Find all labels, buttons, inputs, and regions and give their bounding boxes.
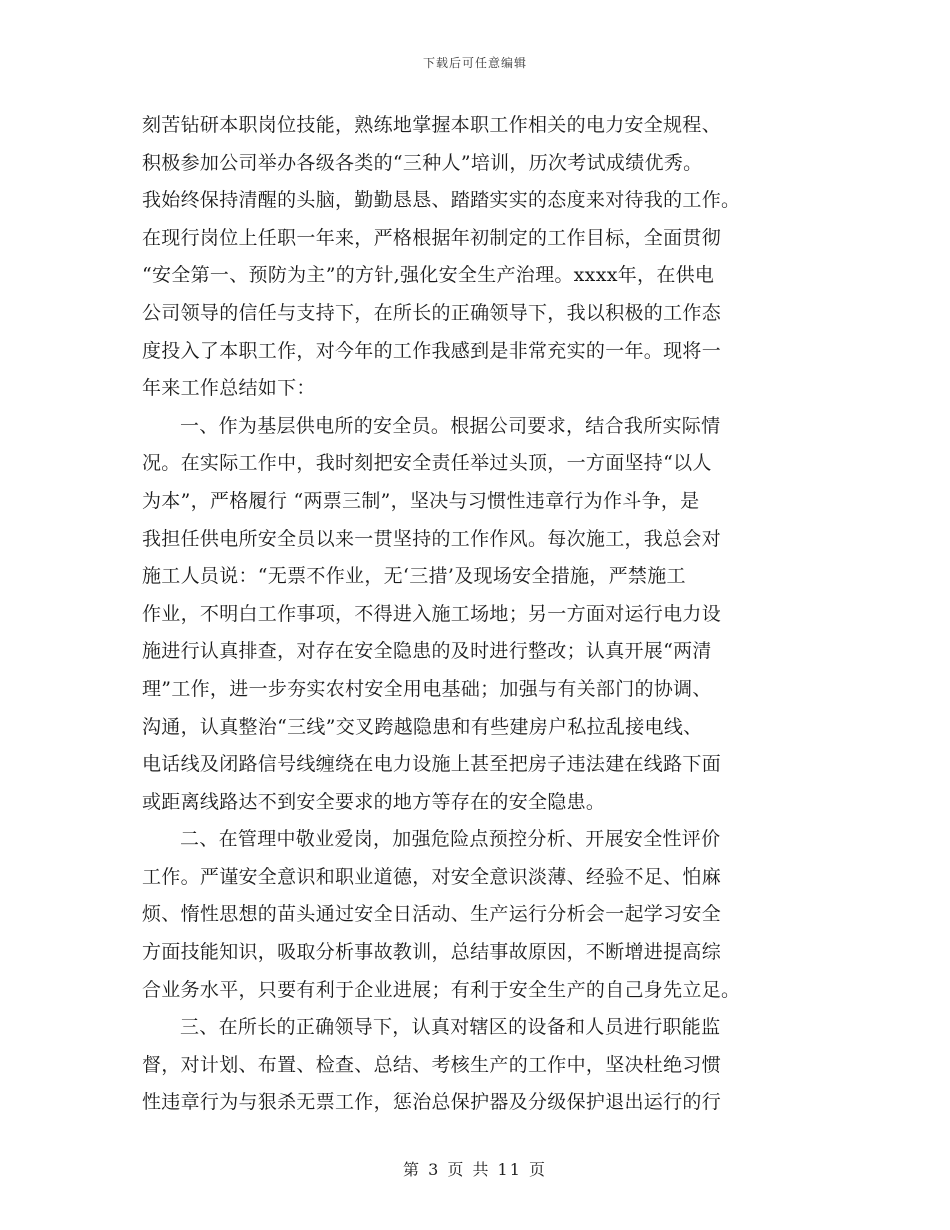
text-line: 督，对计划、布置、检查、总结、考核生产的工作中，坚决杜绝习惯 xyxy=(142,1053,722,1076)
text-line: 或距离线路达不到安全要求的地方等存在的安全隐患。 xyxy=(142,790,606,813)
text-line: 作业，不明白工作事项，不得进入施工场地；另一方面对运行电力设 xyxy=(142,602,722,625)
text-line: “安全第一、预防为主”的方针,强化安全生产治理。xxxx年，在供电 xyxy=(142,264,715,287)
text-line: 沟通，认真整治“三线”交叉跨越隐患和有些建房户私拉乱接电线、 xyxy=(142,715,703,738)
text-line: 公司领导的信任与支持下，在所长的正确领导下，我以积极的工作态 xyxy=(142,301,722,324)
text-line: 刻苦钻研本职岗位技能，熟练地掌握本职工作相关的电力安全规程、 xyxy=(142,114,722,136)
text-line: 施进行认真排查，对存在安全隐患的及时进行整改；认真开展“两清 xyxy=(142,640,712,663)
text-line: 积极参加公司举办各级各类的“三种人”培训，历次考试成绩优秀。 xyxy=(142,151,703,174)
text-line: 性违章行为与狠杀无票工作，惩治总保护器及分级保护退出运行的行 xyxy=(142,1091,722,1114)
text-line: 烦、惰性思想的苗头通过安全日活动、生产运行分析会一起学习安全 xyxy=(142,903,722,926)
text-line: 二、在管理中敬业爱岗，加强危险点预控分析、开展安全性评价 xyxy=(180,828,721,851)
text-line: 三、在所长的正确领导下，认真对辖区的设备和人员进行职能监 xyxy=(180,1016,721,1039)
text-line: 合业务水平，只要有利于企业进展；有利于安全生产的自己身先立足。 xyxy=(142,978,741,1001)
text-line: 施工人员说：“无票不作业，无‘三措’及现场安全措施，严禁施工 xyxy=(142,565,686,588)
page-footer: 第 3 页 共 11 页 xyxy=(403,1160,547,1179)
text-line: 理”工作，进一步夯实农村安全用电基础；加强与有关部门的协调、 xyxy=(142,677,712,700)
page-header-note: 下载后可任意编辑 xyxy=(422,56,527,70)
text-line: 在现行岗位上任职一年来，严格根据年初制定的工作目标，全面贯彻 xyxy=(142,226,722,249)
document-body xyxy=(142,107,808,1122)
text-line: 一、作为基层供电所的安全员。根据公司要求，结合我所实际情 xyxy=(180,414,721,437)
text-line: 为本”，严格履行 “两票三制”，坚决与习惯性违章行为作斗争，是 xyxy=(142,489,700,512)
text-line: 况。在实际工作中，我时刻把安全责任举过头顶，一方面坚持“以人 xyxy=(142,452,712,475)
text-line: 度投入了本职工作，对今年的工作我感到是非常充实的一年。现将一 xyxy=(142,339,722,362)
text-line: 电话线及闭路信号线缠绕在电力设施上甚至把房子违法建在线路下面 xyxy=(142,753,722,776)
text-line: 我担任供电所安全员以来一贯坚持的工作作风。每次施工，我总会对 xyxy=(142,527,722,550)
text-line: 方面技能知识，吸取分析事故教训，总结事故原因，不断增进提高综 xyxy=(142,941,722,964)
text-line: 年来工作总结如下： xyxy=(142,377,316,400)
text-line: 工作。严谨安全意识和职业道德，对安全意识淡薄、经验不足、怕麻 xyxy=(142,865,722,888)
text-line: 我始终保持清醒的头脑，勤勤恳恳、踏踏实实的态度来对待我的工作。 xyxy=(142,189,741,212)
